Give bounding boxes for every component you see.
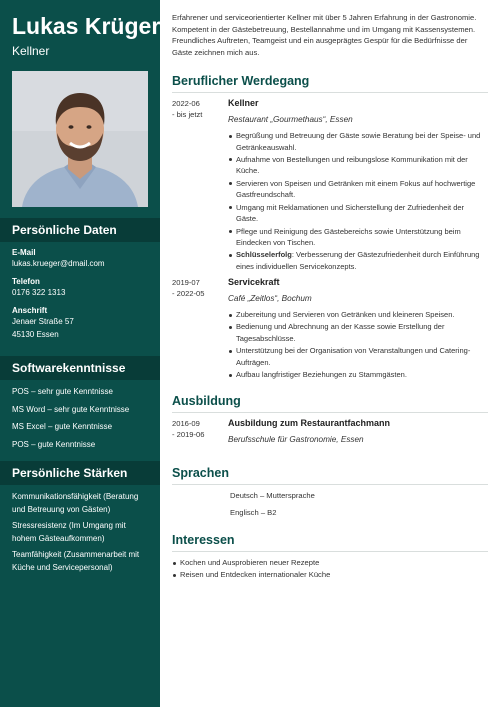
candidate-name: Lukas Krüger bbox=[12, 13, 161, 39]
strength-item: Kommunikationsfähigkeit (Beratung und Betreuung von Gästen) bbox=[12, 492, 139, 514]
list-item: Bedienung und Abrechnung an der Kasse sowie Erstellung der Tagesabschlüsse. bbox=[228, 321, 486, 344]
strength-item: Stressresistenz (Im Umgang mit hohem Gästeaufkommen) bbox=[12, 521, 126, 543]
address-line-2: 45130 Essen bbox=[12, 330, 59, 339]
job-title: Servicekraft bbox=[228, 277, 280, 287]
education-school: Berufsschule für Gastronomie, Essen bbox=[228, 435, 364, 444]
experience-heading: Beruflicher Werdegang bbox=[172, 73, 488, 93]
education-date-to: - 2019-06 bbox=[172, 430, 205, 439]
language-item: Englisch – B2 bbox=[230, 508, 277, 517]
list-item bbox=[228, 249, 486, 272]
software-item: POS – gute Kenntnisse bbox=[12, 440, 96, 449]
software-heading: Softwarekenntnisse bbox=[0, 356, 160, 380]
software-item: MS Excel – gute Kenntnisse bbox=[12, 422, 113, 431]
email-label: E-Mail bbox=[12, 248, 36, 257]
profile-summary: Erfahrener und serviceorientierter Kellner mit über 5 Jahren Erfahrung in der Gastronomie. Kompetent in der Gästebetreuung, Bestellannahme und im Umgang mit Kassensystemen. Freundliches Auftreten, Teamgeist und ein ausgeprägtes Gespür für die Bedürfnisse der Gäste zeichnen mich aus. bbox=[172, 13, 477, 57]
page-margin bbox=[490, 0, 500, 707]
job-date-from: 2022-06 bbox=[172, 99, 200, 108]
list-item: Reisen und Entdecken internationaler Küche bbox=[172, 569, 488, 581]
list-item: Aufbau langfristiger Beziehungen zu Stammgästen. bbox=[228, 369, 486, 381]
list-item: Begrüßung und Betreuung der Gäste sowie Beratung bei der Speise- und Getränkeauswahl. bbox=[228, 130, 486, 153]
list-item: Kochen und Ausprobieren neuer Rezepte bbox=[172, 557, 488, 569]
job-date-from: 2019-07 bbox=[172, 278, 200, 287]
phone-value[interactable]: 0176 322 1313 bbox=[12, 288, 66, 297]
job-title: Kellner bbox=[228, 98, 259, 108]
job-date-to: - bis jetzt bbox=[172, 110, 203, 119]
list-item: Unterstützung bei der Organisation von Veranstaltungen und Catering-Aufträgen. bbox=[228, 345, 486, 368]
phone-label: Telefon bbox=[12, 277, 40, 286]
key-achievement-text: : Verbesserung der Gästezufriedenheit durch Einführung eines individuellen Servicekonzepts. bbox=[236, 250, 480, 271]
job-company: Restaurant „Gourmethaus“, Essen bbox=[228, 115, 353, 124]
list-item: Umgang mit Reklamationen und Sicherstellung der Zufriedenheit der Gäste. bbox=[228, 202, 486, 225]
portrait-image bbox=[12, 71, 148, 207]
interests-list bbox=[172, 557, 488, 581]
strengths-heading: Persönliche Stärken bbox=[0, 461, 160, 485]
language-item: Deutsch – Muttersprache bbox=[230, 491, 315, 500]
address-line-1: Jenaer Straße 57 bbox=[12, 317, 74, 326]
personal-data-heading: Persönliche Daten bbox=[0, 218, 160, 242]
software-item: POS – sehr gute Kenntnisse bbox=[12, 387, 113, 396]
address-label: Anschrift bbox=[12, 306, 48, 315]
interests-heading: Interessen bbox=[172, 532, 488, 552]
job-company: Café „Zeitlos“, Bochum bbox=[228, 294, 312, 303]
list-item: Pflege und Reinigung des Gästebereichs sowie Unterstützung beim Eindecken von Tischen. bbox=[228, 226, 486, 249]
profile-photo bbox=[12, 71, 148, 207]
list-item: Zubereitung und Servieren von Getränken und kleineren Speisen. bbox=[228, 309, 486, 321]
list-item: Aufnahme von Bestellungen und reibungslose Kommunikation mit der Küche. bbox=[228, 154, 486, 177]
education-heading: Ausbildung bbox=[172, 393, 488, 413]
languages-heading: Sprachen bbox=[172, 465, 488, 485]
key-achievement-label: Schlüsselerfolg bbox=[236, 250, 292, 260]
list-item: Servieren von Speisen und Getränken mit einem Fokus auf hochwertige Gastfreundschaft. bbox=[228, 178, 486, 201]
education-title: Ausbildung zum Restaurantfachmann bbox=[228, 418, 391, 428]
sidebar bbox=[0, 0, 160, 707]
education-date-from: 2016-09 bbox=[172, 419, 200, 428]
job-duties-list bbox=[228, 309, 486, 381]
job-duties-list bbox=[228, 130, 486, 273]
email-value[interactable]: lukas.krueger@dmail.com bbox=[12, 259, 105, 268]
candidate-role: Kellner bbox=[12, 44, 50, 58]
strength-item: Teamfähigkeit (Zusammenarbeit mit Küche und Servicepersonal) bbox=[12, 550, 140, 572]
job-date-to: - 2022-05 bbox=[172, 289, 205, 298]
software-item: MS Word – sehr gute Kenntnisse bbox=[12, 405, 130, 414]
